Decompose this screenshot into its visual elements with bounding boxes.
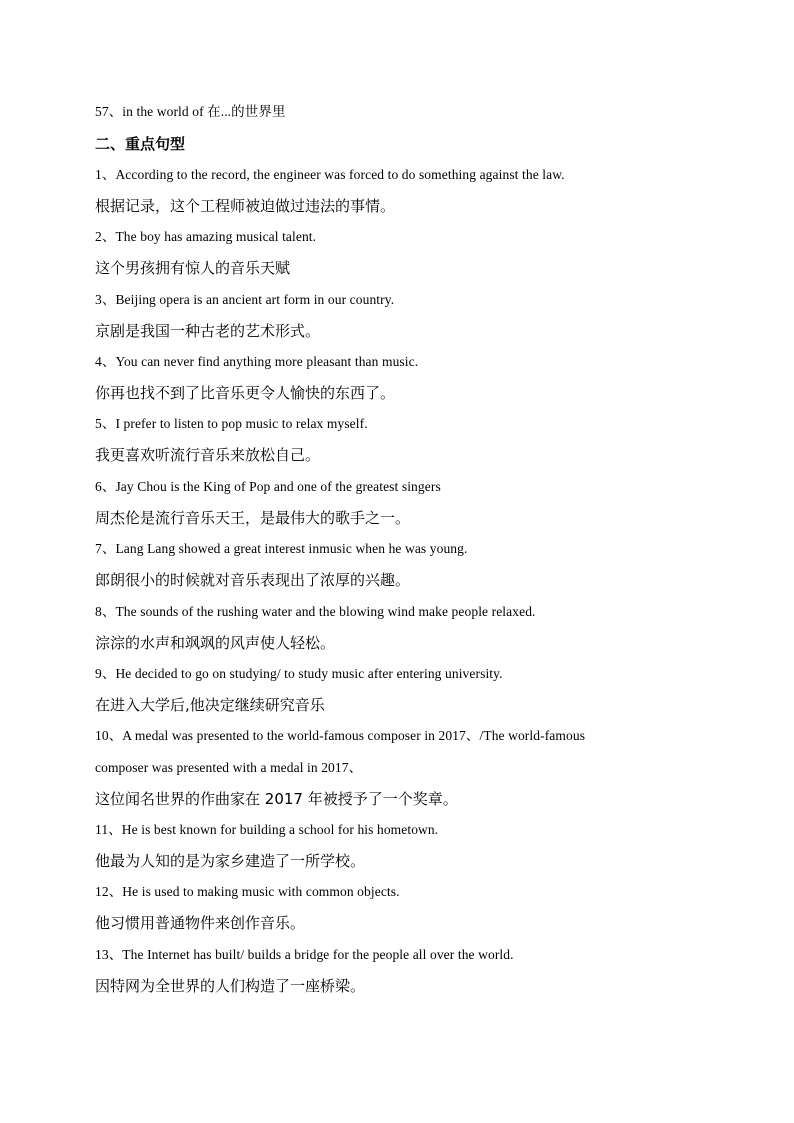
sentence-6-zh: 周杰伦是流行音乐天王，是最伟大的歌手之一。 (95, 509, 411, 527)
sentence-8-en: 8、The sounds of the rushing water and the blowing wind make people relaxed. (95, 604, 536, 619)
sentence-7-zh: 郎朗很小的时候就对音乐表现出了浓厚的兴趣。 (95, 571, 411, 589)
sentence-11-en: 11、He is best known for building a school for his hometown. (95, 822, 439, 837)
sentence-9-zh: 在进入大学后,他决定继续研究音乐 (95, 696, 325, 714)
sentence-7-en: 7、Lang Lang showed a great interest inmusic when he was young. (95, 541, 468, 556)
section-title: 二、重点句型 (95, 135, 186, 153)
sentence-4-zh: 你再也找不到了比音乐更令人愉快的东西了。 (95, 384, 396, 402)
sentence-10-zh: 这位闻名世界的作曲家在 2017 年被授予了一个奖章。 (95, 790, 458, 808)
sentence-1-en: 1、According to the record, the engineer was forced to do something against the law. (95, 167, 565, 182)
sentence-5-en: 5、I prefer to listen to pop music to relax myself. (95, 416, 368, 431)
sentence-6-en: 6、Jay Chou is the King of Pop and one of the greatest singers (95, 479, 441, 494)
sentence-12-en: 12、He is used to making music with common objects. (95, 884, 400, 899)
sentence-10-en: 10、A medal was presented to the world-famous composer in 2017、/The world-famous (95, 728, 586, 743)
sentence-13-en: 13、The Internet has built/ builds a bridge for the people all over the world. (95, 947, 514, 962)
sentence-5-zh: 我更喜欢听流行音乐来放松自己。 (95, 446, 321, 464)
phrase-57: 57、in the world of 在...的世界里 (95, 104, 286, 119)
sentence-11-zh: 他最为人知的是为家乡建造了一所学校。 (95, 852, 366, 870)
sentence-10-en-continued: composer was presented with a medal in 2017、 (95, 760, 363, 775)
sentence-12-zh: 他习惯用普通物件来创作音乐。 (95, 914, 306, 932)
sentence-9-en: 9、He decided to go on studying/ to study music after entering university. (95, 666, 503, 681)
sentence-2-zh: 这个男孩拥有惊人的音乐天赋 (95, 259, 291, 277)
sentence-3-en: 3、Beijing opera is an ancient art form in our country. (95, 292, 395, 307)
sentence-1-zh: 根据记录，这个工程师被迫做过违法的事情。 (95, 197, 396, 215)
sentence-4-en: 4、You can never find anything more pleasant than music. (95, 354, 419, 369)
sentence-13-zh: 因特网为全世界的人们构造了一座桥梁。 (95, 977, 366, 995)
sentence-3-zh: 京剧是我国一种古老的艺术形式。 (95, 322, 321, 340)
sentence-8-zh: 淙淙的水声和飒飒的风声使人轻松。 (95, 634, 336, 652)
sentence-2-en: 2、The boy has amazing musical talent. (95, 229, 317, 244)
